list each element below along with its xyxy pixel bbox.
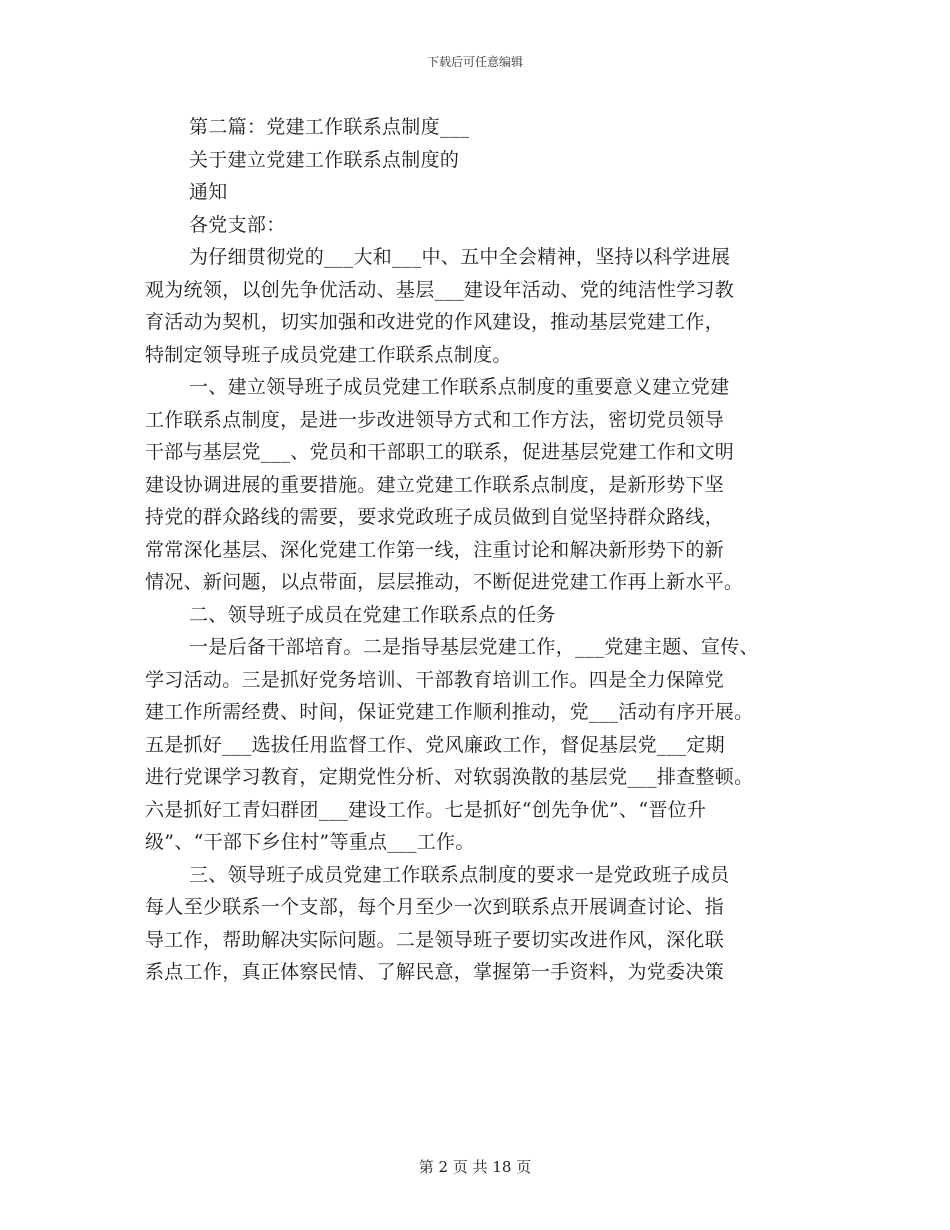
text-line: 建设协调进展的重要措施。建立党建工作联系点制度，是新形势下坚	[145, 473, 725, 496]
notice-title: 关于建立党建工作联系点制度的	[189, 148, 460, 171]
section-title: 第二篇：党建工作联系点制度___	[189, 116, 470, 138]
notice-title-cont: 通知	[189, 181, 228, 203]
text-line: 进行党课学习教育，定期党性分析、对软弱涣散的基层党___排查整顿。	[145, 766, 754, 788]
text-line: 常常深化基层、深化党建工作第一线，注重讨论和解决新形势下的新	[145, 538, 725, 561]
text-line: 情况、新问题，以点带面，层层推动，不断促进党建工作再上新水平。	[145, 571, 744, 593]
section-heading-2: 二、领导班子成员在党建工作联系点的任务	[189, 603, 556, 626]
text-line: 工作联系点制度，是进一步改进领导方式和工作方法，密切党员领导	[145, 408, 725, 431]
text-line: 每人至少联系一个支部，每个月至少一次到联系点开展调查讨论、指	[145, 896, 725, 918]
text-line: 系点工作，真正体察民情、了解民意，掌握第一手资料，为党委决策	[145, 961, 725, 983]
page-footer: 第 2 页 共 18 页	[418, 1158, 532, 1176]
text-line: 导工作，帮助解决实际问题。二是领导班子要切实改进作风，深化联	[145, 928, 725, 951]
text-line: 六是抓好工青妇群团___建设工作。七是抓好“创先争优”、“晋位升	[145, 798, 707, 821]
text-line: 育活动为契机，切实加强和改进党的作风建设，推动基层党建工作，	[145, 311, 725, 333]
text-line: 一是后备干部培育。二是指导基层党建工作，___党建主题、宣传、	[189, 636, 759, 658]
text-line: 干部与基层党___、党员和干部职工的联系，促进基层党建工作和文明	[145, 441, 735, 463]
text-line: 观为统领，以创先争优活动、基层___建设年活动、党的纯洁性学习教	[145, 278, 735, 301]
page-header: 下载后可任意编辑	[426, 55, 523, 69]
document-body	[145, 111, 805, 989]
text-line: 持党的群众路线的需要，要求党政班子成员做到自觉坚持群众路线，	[145, 506, 725, 528]
text-line: 五是抓好___选拔任用监督工作、党风廉政工作，督促基层党___定期	[145, 733, 725, 756]
text-line: 学习活动。三是抓好党务培训、干部教育培训工作。四是全力保障党	[145, 668, 725, 691]
text-line: 特制定领导班子成员党建工作联系点制度。	[145, 343, 512, 366]
section-heading-3: 三、领导班子成员党建工作联系点制度的要求一是党政班子成员	[189, 863, 730, 886]
section-heading-1: 一、建立领导班子成员党建工作联系点制度的重要意义建立党建	[189, 376, 730, 398]
text-line: 建工作所需经费、时间，保证党建工作顺利推动，党___活动有序开展。	[145, 701, 754, 723]
salutation: 各党支部：	[189, 213, 286, 236]
text-line: 为仔细贯彻党的___大和___中、五中全会精神，坚持以科学进展	[189, 246, 731, 268]
text-line: 级”、“干部下乡住村”等重点___工作。	[145, 831, 475, 853]
